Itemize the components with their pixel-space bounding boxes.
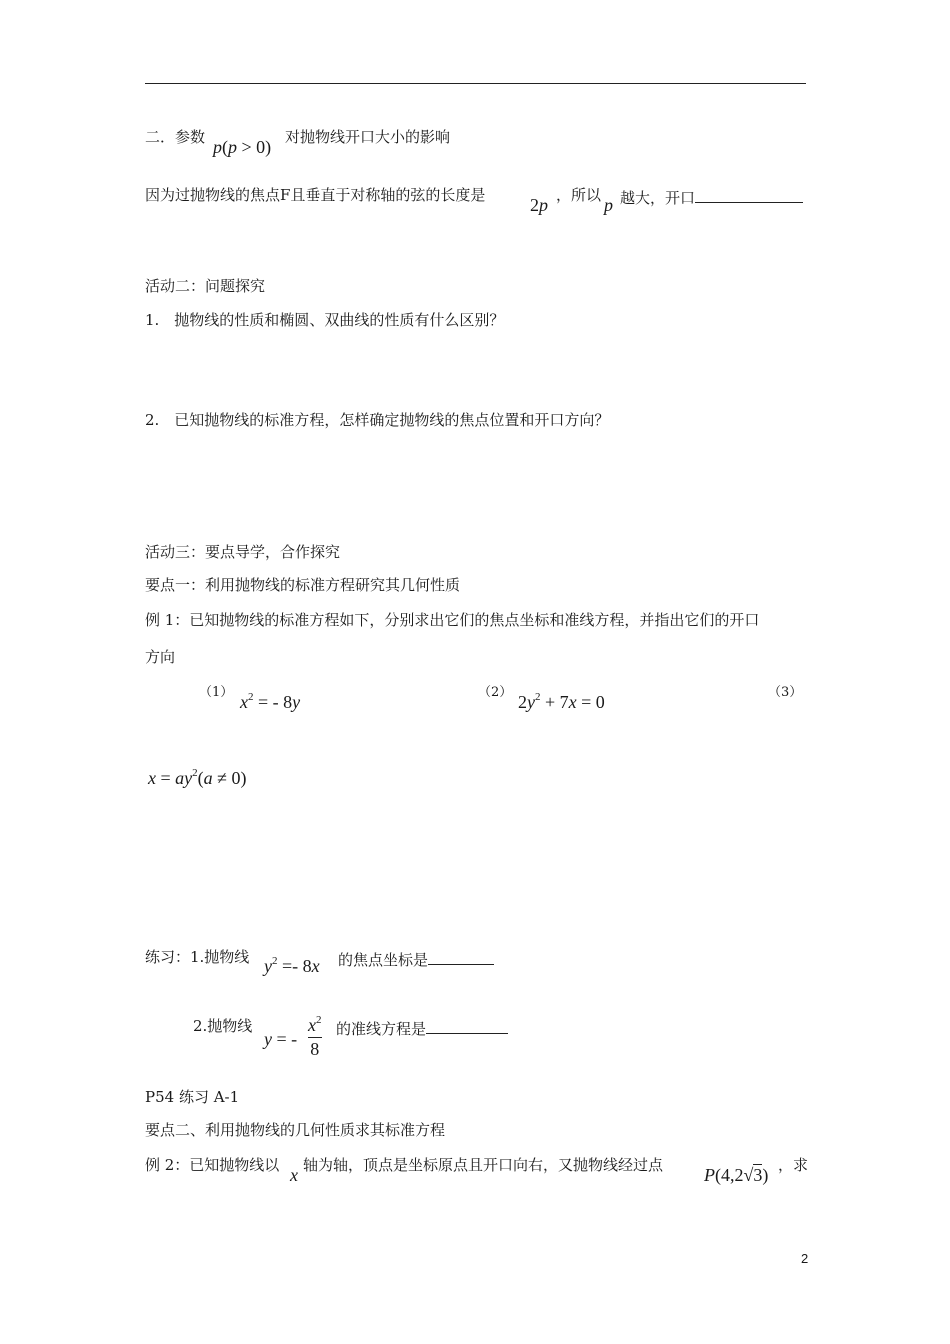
item3-equation: $x = ay^2(a \ne 0)$ [148,767,247,788]
answer-blank[interactable] [695,188,803,203]
item1-label: （1） [199,685,234,700]
practice-line2-prefix: 2.抛物线 [193,1017,253,1035]
practice-line1-equation: $y^2 =- 8x$ [264,955,320,976]
practice-line2-suffix: 的准线方程是 [336,1019,508,1037]
activity2-question-1: 1. 抛物线的性质和椭圆、双曲线的性质有什么区别？ [145,311,505,329]
point1-title: 要点一：利用抛物线的标准方程研究其几何性质 [145,576,461,594]
activity2-title: 活动二：问题探究 [145,277,266,295]
header-rule [145,83,806,84]
example2-text-a: 例 2：已知抛物线以 [145,1156,280,1174]
section2-heading-tail: 对抛物线开口大小的影响 [285,128,451,146]
focal-math-2p: 2p [530,195,548,215]
example1-line1: 例 1：已知抛物线的标准方程如下，分别求出它们的焦点坐标和准线方程，并指出它们的开口 [145,611,760,629]
section2-heading-math: p(p > 0) [213,137,272,157]
item2-label: （2） [478,685,513,700]
activity3-title: 活动三：要点导学，合作探究 [145,543,341,561]
page-number: 2 [801,1251,809,1266]
focal-text-a: 因为过抛物线的焦点F且垂直于对称轴的弦的长度是 [145,186,486,204]
answer-blank[interactable] [426,1019,508,1034]
practice-line1-suffix: 的焦点坐标是 [338,950,494,968]
focal-text-b: ，所以 [556,186,602,204]
practice-line2-lhs: y = - [264,1029,298,1049]
practice-line1-prefix: 练习：1.抛物线 [145,948,250,966]
point2-title: 要点二、利用抛物线的几何性质求其标准方程 [145,1121,446,1139]
practice-line2-fraction: $x^2$ 8 [308,1014,322,1059]
focal-text-c: 越大，开口 [620,188,803,206]
activity2-question-2: 2. 已知抛物线的标准方程，怎样确定抛物线的焦点位置和开口方向？ [145,411,610,429]
example2-text-b: 轴为轴，顶点是坐标原点且开口向右，又抛物线经过点 [303,1156,664,1174]
example1-line2: 方向 [145,648,176,666]
section2-heading: 二．参数 [145,128,206,146]
focal-math-p: p [604,195,613,215]
practice-reference: P54 练习 A-1 [145,1088,240,1106]
item2-equation: $2y^2 + 7x = 0$ [518,691,605,712]
example2-tail: ，求 [778,1156,809,1174]
item3-label: （3） [768,685,803,700]
item1-equation: $x^2$ = - 8y [240,691,301,712]
example2-point: P(4,2√3) [704,1165,769,1185]
answer-blank[interactable] [428,950,494,965]
example2-math-x: x [290,1165,298,1185]
